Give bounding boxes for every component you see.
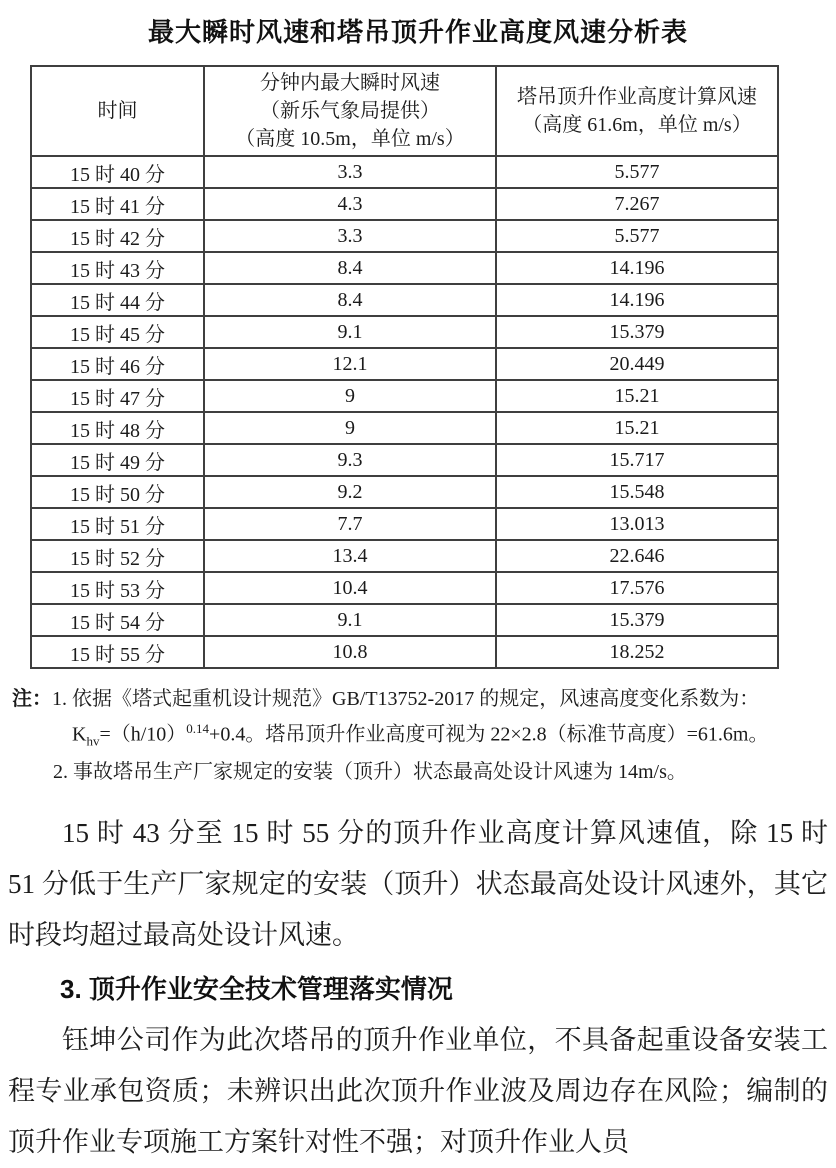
cell-calculated: 15.717 (496, 444, 778, 476)
cell-measured: 8.4 (204, 252, 496, 284)
cell-time: 15 时 43 分 (31, 252, 204, 284)
table-row (31, 348, 778, 380)
header-cell-calculated (496, 66, 778, 156)
cell-time: 15 时 48 分 (31, 412, 204, 444)
cell-calculated: 22.646 (496, 540, 778, 572)
cell-calculated: 15.21 (496, 380, 778, 412)
cell-calculated: 15.21 (496, 412, 778, 444)
cell-measured: 12.1 (204, 348, 496, 380)
table-row (31, 188, 778, 220)
formula-superscript: 0.14 (186, 721, 210, 736)
cell-calculated: 14.196 (496, 252, 778, 284)
note-item-1-text: 1. 依据《塔式起重机设计规范》GB/T13752-2017 的规定，风速高度变化系数为： (52, 688, 760, 710)
document-title: 最大瞬时风速和塔吊顶升作业高度风速分析表 (147, 17, 688, 47)
table-row (31, 220, 778, 252)
cell-time: 15 时 51 分 (31, 508, 204, 540)
table-row (31, 412, 778, 444)
cell-calculated: 14.196 (496, 284, 778, 316)
cell-measured: 4.3 (204, 188, 496, 220)
note-item-1 (12, 684, 828, 714)
header-calculated-line-1: 塔吊顶升作业高度计算风速 (517, 86, 757, 108)
cell-time: 15 时 40 分 (31, 156, 204, 188)
table-row (31, 284, 778, 316)
header-calculated-line-2: （高度 61.6m，单位 m/s） (522, 114, 752, 136)
cell-calculated: 18.252 (496, 636, 778, 668)
cell-measured: 10.4 (204, 572, 496, 604)
cell-measured: 9.3 (204, 444, 496, 476)
cell-calculated: 15.379 (496, 604, 778, 636)
formula-middle: =（h/10） (99, 723, 187, 746)
formula-subscript: hv (86, 733, 100, 749)
header-cell-measured (204, 66, 496, 156)
cell-calculated: 5.577 (496, 220, 778, 252)
cell-time: 15 时 46 分 (31, 348, 204, 380)
cell-calculated: 15.379 (496, 316, 778, 348)
cell-time: 15 时 42 分 (31, 220, 204, 252)
header-measured-line-1: 分钟内最大瞬时风速 (260, 72, 440, 94)
cell-measured: 7.7 (204, 508, 496, 540)
table-header-row (31, 66, 778, 156)
table-row (31, 444, 778, 476)
cell-time: 15 时 45 分 (31, 316, 204, 348)
header-time-label: 时间 (97, 100, 138, 122)
formula-rest: +0.4。塔吊顶升作业高度可视为 22×2.8（标准节高度）=61.6m。 (209, 723, 769, 746)
cell-measured: 3.3 (204, 156, 496, 188)
cell-time: 15 时 50 分 (31, 476, 204, 508)
note-label: 注： (12, 688, 52, 710)
cell-calculated: 13.013 (496, 508, 778, 540)
cell-calculated: 17.576 (496, 572, 778, 604)
cell-time: 15 时 52 分 (31, 540, 204, 572)
cell-calculated: 20.449 (496, 348, 778, 380)
cell-measured: 10.8 (204, 636, 496, 668)
cell-calculated: 7.267 (496, 188, 778, 220)
wind-speed-table (30, 65, 779, 669)
table-row (31, 540, 778, 572)
table-row (31, 380, 778, 412)
table-body (31, 156, 778, 668)
note-formula-line (12, 714, 828, 757)
cell-measured: 3.3 (204, 220, 496, 252)
cell-time: 15 时 49 分 (31, 444, 204, 476)
cell-measured: 9.2 (204, 476, 496, 508)
section-heading: 3. 顶升作业安全技术管理落实情况 (60, 973, 453, 1004)
paragraph-company-issues: 钰坤公司作为此次塔吊的顶升作业单位，不具备起重设备安装工程专业承包资质；未辨识出此次顶升作业波及周边存在风险；编制的顶升作业专项施工方案针对性不强；对顶升作业人员 (8, 1024, 828, 1157)
paragraph-wind-analysis: 15 时 43 分至 15 时 55 分的顶升作业高度计算风速值，除 15 时 51 分低于生产厂家规定的安装（顶升）状态最高处设计风速外，其它时段均超过最高处设计风速。 (8, 817, 828, 950)
table-row (31, 636, 778, 668)
cell-time: 15 时 53 分 (31, 572, 204, 604)
cell-measured: 9.1 (204, 604, 496, 636)
notes-block (12, 684, 828, 787)
cell-time: 15 时 47 分 (31, 380, 204, 412)
table-row (31, 508, 778, 540)
header-measured-line-3: （高度 10.5m，单位 m/s） (235, 128, 465, 150)
table-row (31, 156, 778, 188)
cell-measured: 8.4 (204, 284, 496, 316)
cell-measured: 13.4 (204, 540, 496, 572)
table-row (31, 604, 778, 636)
cell-measured: 9 (204, 380, 496, 412)
note-item-2: 2. 事故塔吊生产厂家规定的安装（顶升）状态最高处设计风速为 14m/s。 (53, 760, 687, 783)
cell-calculated: 5.577 (496, 156, 778, 188)
cell-time: 15 时 41 分 (31, 188, 204, 220)
header-cell-time (31, 66, 204, 156)
table-row (31, 316, 778, 348)
cell-time: 15 时 54 分 (31, 604, 204, 636)
table-row (31, 476, 778, 508)
formula-k-symbol: K (72, 723, 87, 746)
cell-time: 15 时 44 分 (31, 284, 204, 316)
table-row (31, 252, 778, 284)
cell-measured: 9 (204, 412, 496, 444)
table-row (31, 572, 778, 604)
header-measured-line-2: （新乐气象局提供） (260, 100, 440, 122)
cell-time: 15 时 55 分 (31, 636, 204, 668)
cell-calculated: 15.548 (496, 476, 778, 508)
cell-measured: 9.1 (204, 316, 496, 348)
